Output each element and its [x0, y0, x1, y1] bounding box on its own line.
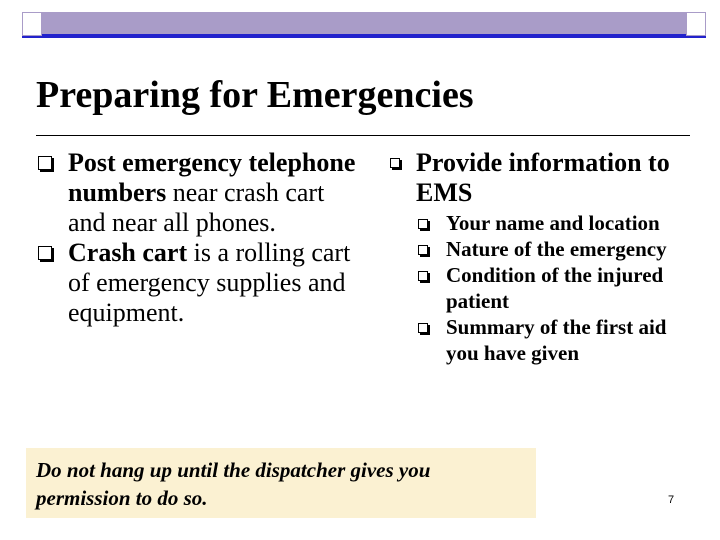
- page-number: 7: [668, 494, 675, 506]
- sub-list-item: [416, 236, 684, 262]
- left-bullet-bold-text: Post emergency telephone numbers: [68, 148, 356, 207]
- note-callout: [26, 448, 536, 518]
- right-heading-text: Provide information to EMS: [416, 148, 670, 207]
- note-text: Do not hang up until the dispatcher gives you permission to do so.: [36, 458, 431, 510]
- sub-list-item: [416, 314, 684, 366]
- top-band: [22, 12, 706, 36]
- checkbox-bullet-icon: [418, 219, 428, 229]
- sub-item-text: Summary of the first aid you have given: [446, 315, 667, 365]
- left-bullet-item: [36, 148, 356, 238]
- checkbox-bullet-icon: [418, 323, 428, 333]
- top-band-line: [22, 34, 706, 38]
- checkbox-bullet-icon: [38, 246, 52, 260]
- checkbox-bullet-icon: [390, 158, 400, 168]
- left-bullet-bold-text: Crash cart: [68, 238, 188, 267]
- slide-title: Preparing for Emergencies: [36, 74, 474, 116]
- top-decorative-bar: [22, 12, 706, 38]
- checkbox-bullet-icon: [38, 156, 52, 170]
- right-sub-list: [416, 210, 684, 366]
- checkbox-bullet-icon: [418, 245, 428, 255]
- right-column: [384, 148, 684, 366]
- sub-list-item: [416, 262, 684, 314]
- sub-item-text: Your name and location: [446, 211, 660, 235]
- left-bullet-text: near crash cart and near all phones.: [68, 178, 325, 237]
- right-bullet-heading: [384, 148, 684, 208]
- left-bullet-text: is a rolling cart of emergency supplies and equipment.: [68, 238, 351, 327]
- sub-list-item: [416, 210, 684, 236]
- top-bar-right-box: [686, 12, 706, 36]
- sub-item-text: Nature of the emergency: [446, 237, 667, 261]
- top-bar-left-box: [22, 12, 42, 36]
- checkbox-bullet-icon: [418, 271, 428, 281]
- sub-item-text: Condition of the injured patient: [446, 263, 664, 313]
- left-column: [36, 148, 356, 328]
- title-divider: [36, 135, 690, 136]
- left-bullet-item: [36, 238, 356, 328]
